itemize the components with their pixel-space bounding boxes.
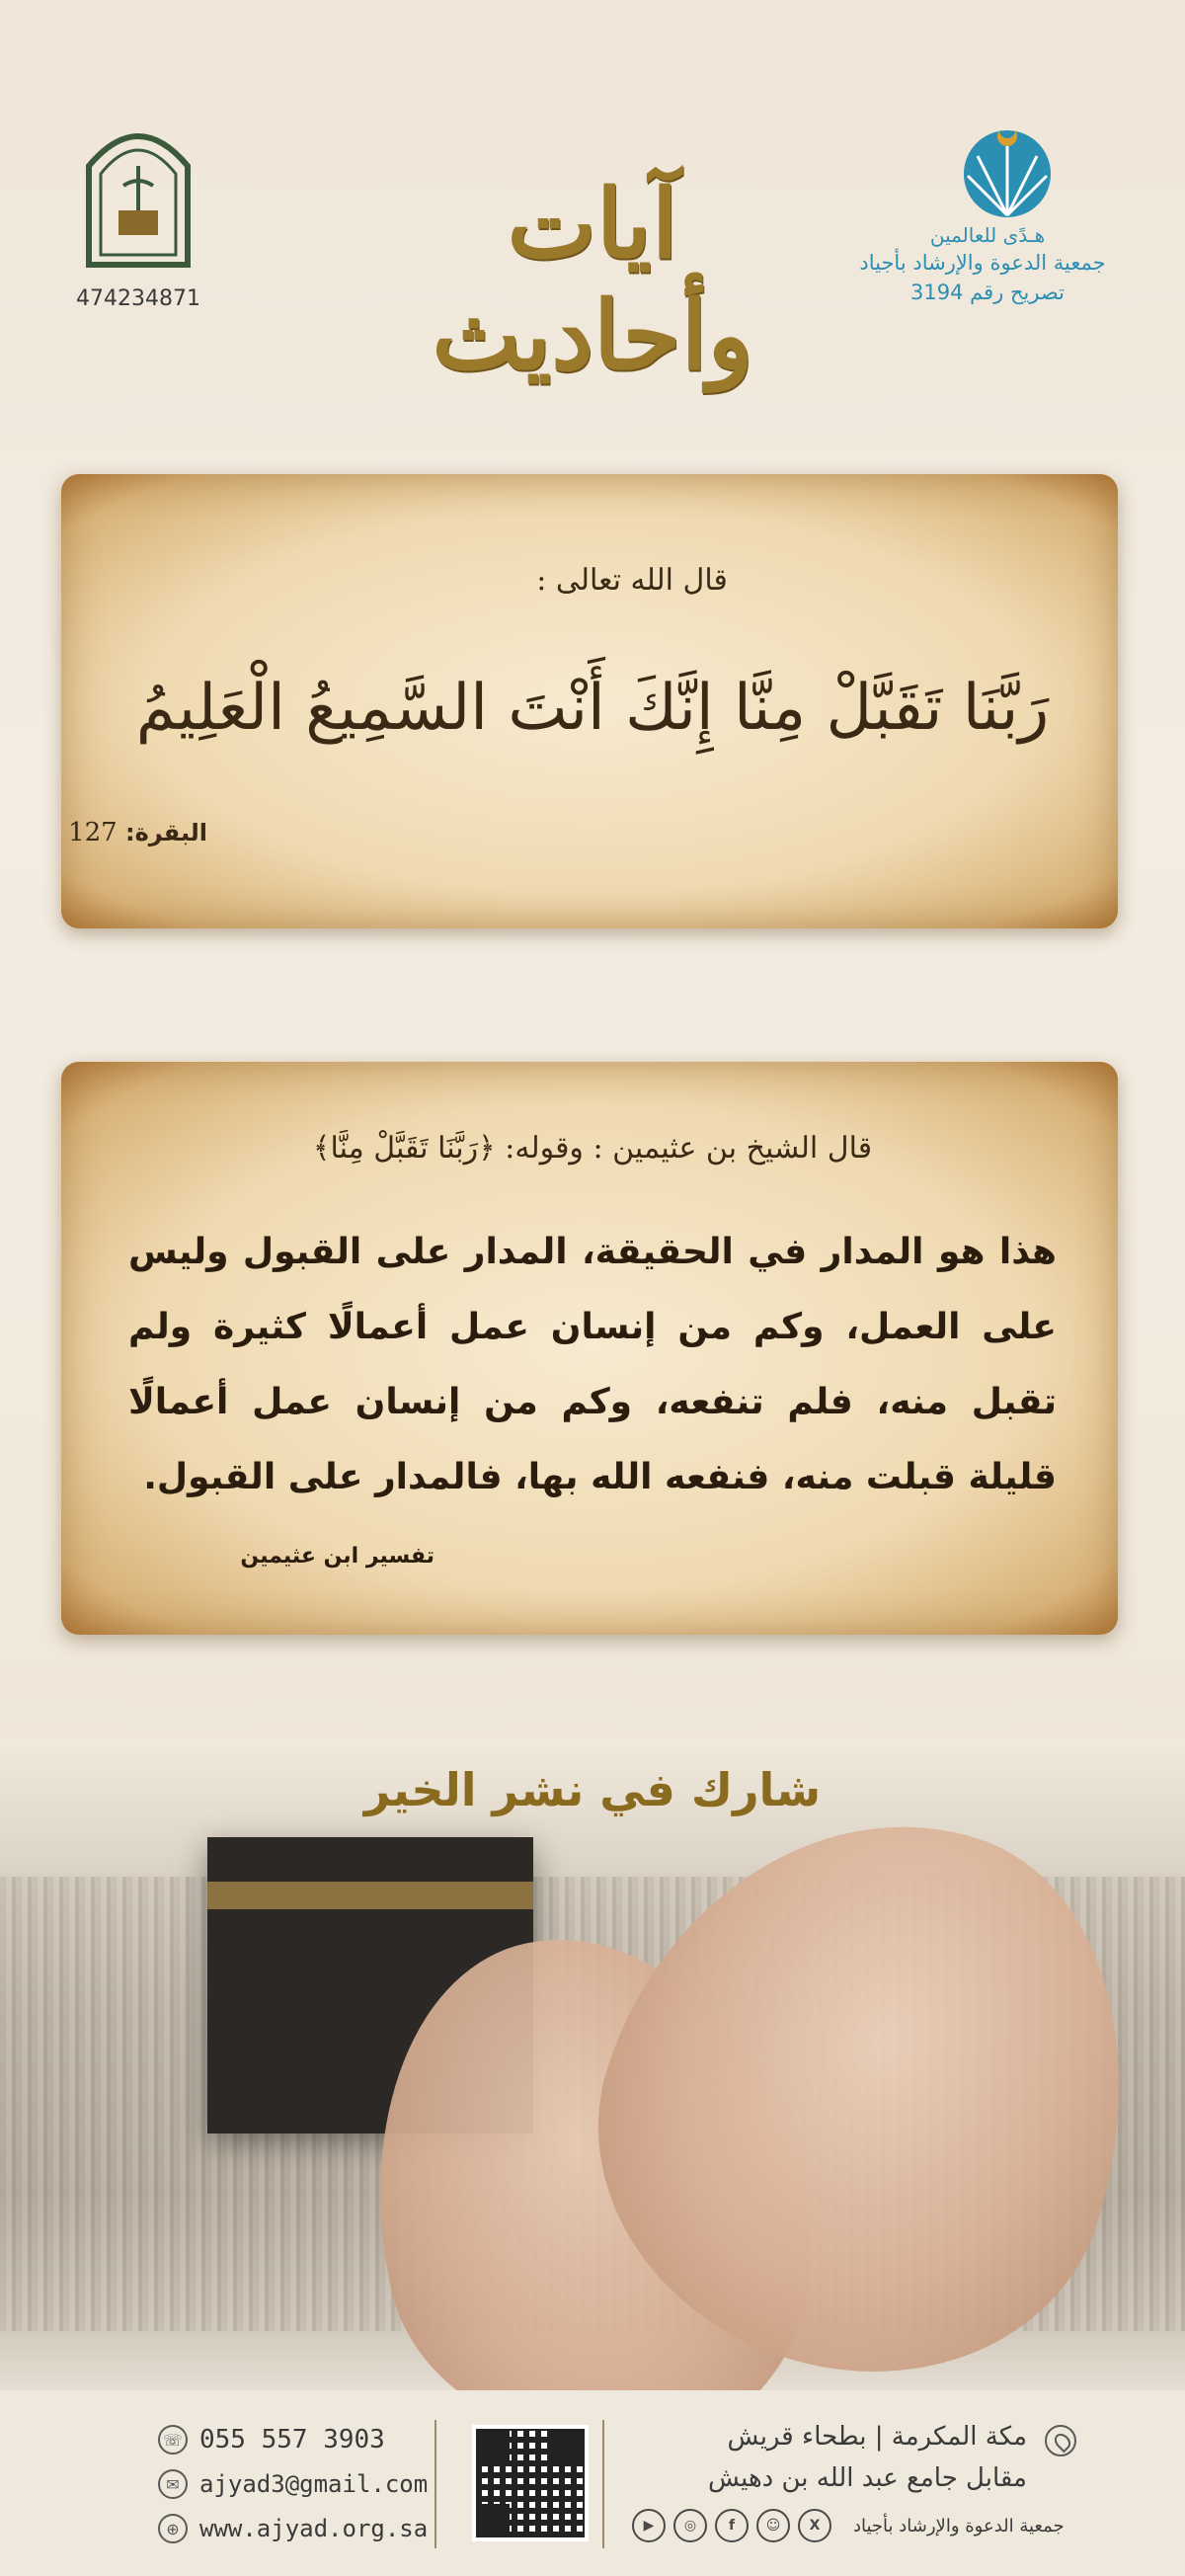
- tagline: شارك في نشر الخير: [363, 1763, 822, 1816]
- website-row[interactable]: [158, 2514, 428, 2543]
- email-row[interactable]: [158, 2469, 428, 2499]
- tafsir-source: تفسير ابن عثيمين: [240, 1544, 434, 1569]
- footer-divider: [434, 2420, 436, 2548]
- qr-code[interactable]: [472, 2425, 589, 2541]
- instagram-icon[interactable]: ◎: [673, 2509, 707, 2542]
- website-url: www.ajyad.org.sa: [199, 2515, 429, 2542]
- whatsapp-icon: ☏: [158, 2425, 188, 2455]
- social-label: جمعية الدعوة والإرشاد بأجياد: [853, 2515, 1065, 2536]
- social-links: [632, 2509, 1065, 2542]
- ayah-number: 127: [68, 818, 118, 847]
- society-name: جمعية الدعوة والإرشاد بأجياد: [859, 251, 1106, 275]
- ministry-logo: [79, 117, 198, 275]
- surah-reference: [68, 818, 207, 847]
- email-address: ajyad3@gmail.com: [199, 2470, 429, 2498]
- address-line-1: مكة المكرمة | بطحاء قريش: [727, 2422, 1027, 2452]
- youtube-icon[interactable]: ▶: [632, 2509, 666, 2542]
- verse-text: رَبَّنَا تَقَبَّلْ مِنَّا إِنَّكَ أَنْتَ السَّمِيعُ الْعَلِيمُ: [135, 672, 1050, 745]
- email-icon: ✉: [158, 2469, 188, 2499]
- snapchat-icon[interactable]: ☺: [756, 2509, 790, 2542]
- ministry-number: 474234871: [76, 286, 200, 311]
- phone-number: 055 557 3903: [199, 2425, 385, 2455]
- huda-logo: [948, 117, 1066, 225]
- tafsir-text: هذا هو المدار في الحقيقة، المدار على القبول وليس على العمل، وكم من إنسان عمل أعمالًا كثيرة ولم تقبل منه، فلم تنفعه، وكم من إنسان عمل أعمالًا قليلة قبلت منه، فنفعه الله بها، فالمدار على القبول.: [128, 1232, 1057, 1497]
- page-title: آيات وأحاديث: [432, 168, 753, 391]
- x-icon[interactable]: X: [798, 2509, 831, 2542]
- kaaba-band: [207, 1882, 533, 1909]
- location-pin-icon: [1045, 2425, 1076, 2456]
- globe-icon: ⊕: [158, 2514, 188, 2543]
- footer-divider: [602, 2420, 604, 2548]
- phone-row[interactable]: [158, 2425, 385, 2455]
- address-line-2: مقابل جامع عبد الله بن دهيش: [707, 2463, 1027, 2493]
- facebook-icon[interactable]: f: [715, 2509, 749, 2542]
- brand-name: هـدًى للعالمين: [929, 223, 1046, 247]
- surah-label: البقرة:: [124, 819, 207, 846]
- tafsir-intro: قال الشيخ بن عثيمين : وقوله: ﴿رَبَّنَا تَقَبَّلْ مِنَّا﴾: [312, 1131, 873, 1166]
- permit-number: تصريح رقم 3194: [909, 281, 1065, 304]
- verse-intro: قال الله تعالى :: [536, 563, 728, 598]
